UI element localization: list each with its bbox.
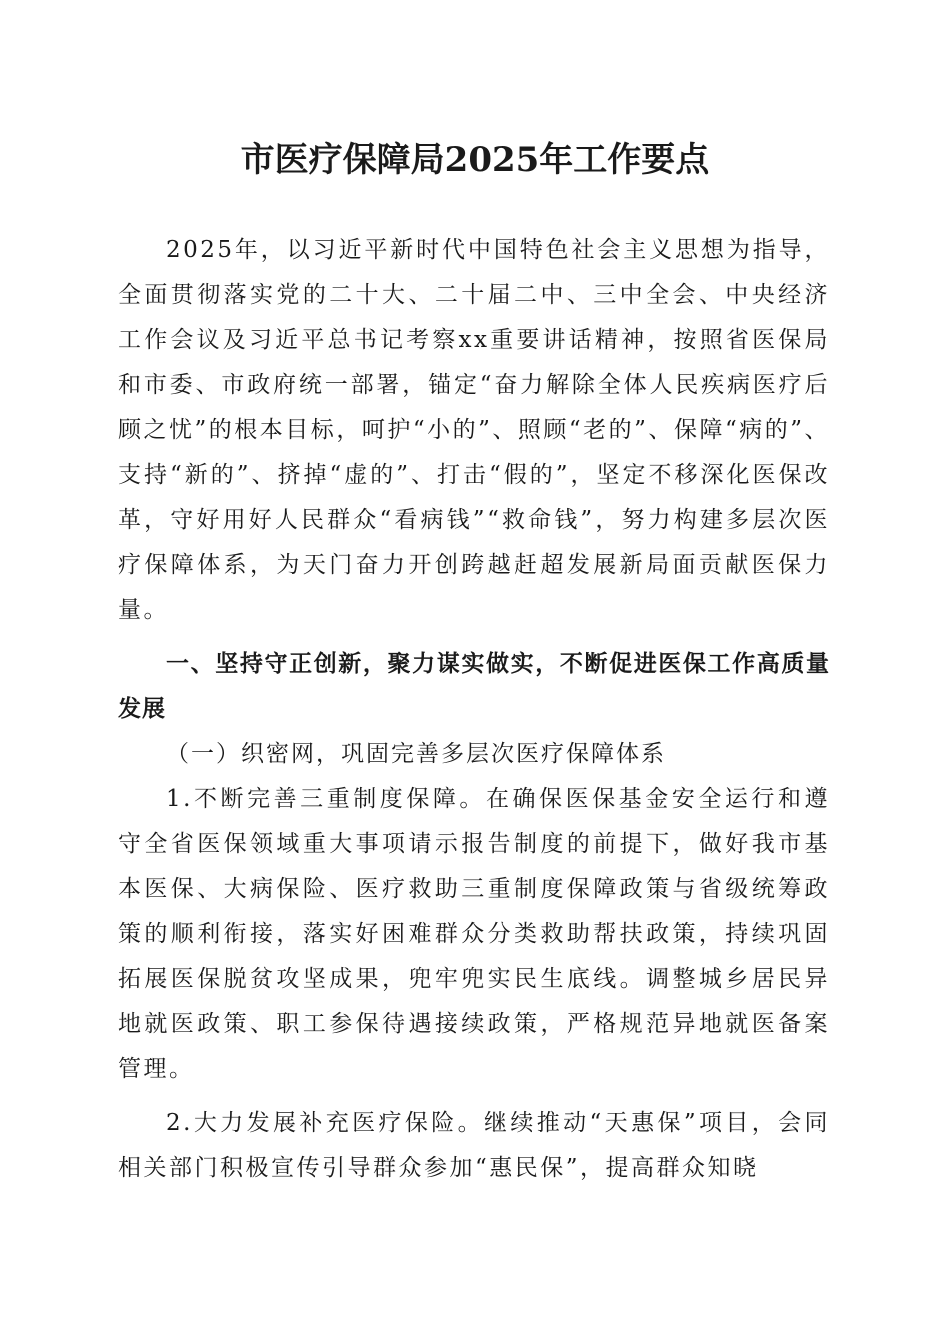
document-title: 市医疗保障局2025年工作要点 — [240, 140, 710, 180]
subsection-heading-1: （一）织密网，巩固完善多层次医疗保障体系 — [166, 741, 666, 767]
item-paragraph-2: 2.大力发展补充医疗保险。继续推动“天惠保”项目，会同相关部门积极宣传引导群众参加“惠民保”，提高群众知晓 — [118, 1110, 830, 1181]
intro-paragraph: 2025年，以习近平新时代中国特色社会主义思想为指导，全面贯彻落实党的二十大、二十届二中、三中全会、中央经济工作会议及习近平总书记考察xx重要讲话精神，按照省医保局和市委、市政府统一部署，锚定“奋力解除全体人民疾病医疗后顾之忧”的根本目标，呵护“小的”、照顾“老的”、保障“病的”、支持“新的”、挤掉“虚的”、打击“假的”，坚定不移深化医保改革，守好用好人民群众“看病钱”“救命钱”，努力构建多层次医疗保障体系，为天门奋力开创跨越赶超发展新局面贡献医保力量。 — [118, 237, 830, 623]
document-body — [118, 228, 830, 1191]
section-heading-1: 一、坚持守正创新，聚力谋实做实，不断促进医保工作高质量发展 — [118, 651, 830, 722]
item-paragraph-1: 1.不断完善三重制度保障。在确保医保基金安全运行和遵守全省医保领域重大事项请示报告制度的前提下，做好我市基本医保、大病保险、医疗救助三重制度保障政策与省级统筹政策的顺利衔接，落实好困难群众分类救助帮扶政策，持续巩固拓展医保脱贫攻坚成果，兜牢兜实民生底线。调整城乡居民异地就医政策、职工参保待遇接续政策，严格规范异地就医备案管理。 — [118, 786, 830, 1082]
